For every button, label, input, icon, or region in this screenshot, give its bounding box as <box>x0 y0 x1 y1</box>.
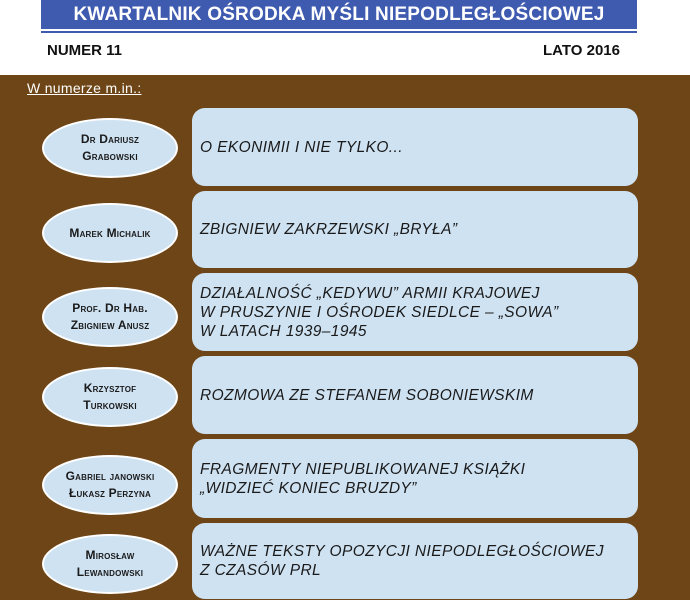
article-title-box <box>192 108 638 186</box>
article-title-line: ZBIGNIEW ZAKRZEWSKI „BRYŁA” <box>200 221 458 238</box>
article-title-box <box>192 439 638 518</box>
article-title-line: ROZMOWA ZE STEFANEM SOBONIEWSKIM <box>200 386 534 404</box>
author-oval <box>42 203 178 263</box>
article-title-box <box>192 273 638 351</box>
author-oval <box>42 287 178 347</box>
article-title-line: W LATACH 1939–1945 <box>200 322 367 340</box>
author-name-line: Turkowski <box>83 398 137 412</box>
article-title-line: FRAGMENTY NIEPUBLIKOWANEJ KSIĄŻKI <box>200 460 526 478</box>
article-title-line: Z CZASÓW PRL <box>200 562 322 579</box>
author-name-line: Prof. Dr Hab. <box>72 301 148 315</box>
masthead-title: KWARTALNIK OŚRODKA MYŚLI NIEPODLEGŁOŚCIOWEJ <box>73 3 605 25</box>
article-title-box <box>192 191 638 268</box>
author-name-line: Krzysztof <box>83 381 137 395</box>
author-name-line: Gabriel janowski <box>65 469 155 483</box>
author-name-line: Mirosław <box>85 548 135 562</box>
author-oval <box>42 455 178 515</box>
article-title-line: „WIDZIEĆ KONIEC BRUZDY” <box>200 479 417 497</box>
author-name-line: Marek Michalik <box>69 225 151 240</box>
issue-number: NUMER 11 <box>47 42 123 59</box>
author-oval <box>42 118 178 178</box>
article-title-line: W PRUSZYNIE I OŚRODEK SIEDLCE – „SOWA” <box>200 303 559 321</box>
author-name-line: Lewandowski <box>76 565 144 579</box>
author-name-line: Łukasz Perzyna <box>69 486 151 500</box>
author-oval <box>42 367 178 427</box>
author-name-line: Zbigniew Anusz <box>70 318 150 332</box>
header-divider <box>41 31 637 33</box>
article-title-line: O EKONIMII I NIE TYLKO... <box>200 138 403 156</box>
article-title-box <box>192 523 638 599</box>
author-oval <box>42 534 178 594</box>
contents-intro: W numerze m.in.: <box>27 80 142 96</box>
article-title-line: DZIAŁALNOŚĆ „KEDYWU” ARMII KRAJOWEJ <box>200 284 540 302</box>
author-name-line: Grabowski <box>82 149 138 163</box>
article-title-box <box>192 356 638 434</box>
issue-season: LATO 2016 <box>543 42 620 59</box>
masthead-banner <box>41 0 637 29</box>
article-title-line: WAŻNE TEKSTY OPOZYCJI NIEPODLEGŁOŚCIOWEJ <box>200 543 604 560</box>
author-name-line: Dr Dariusz <box>80 132 140 146</box>
